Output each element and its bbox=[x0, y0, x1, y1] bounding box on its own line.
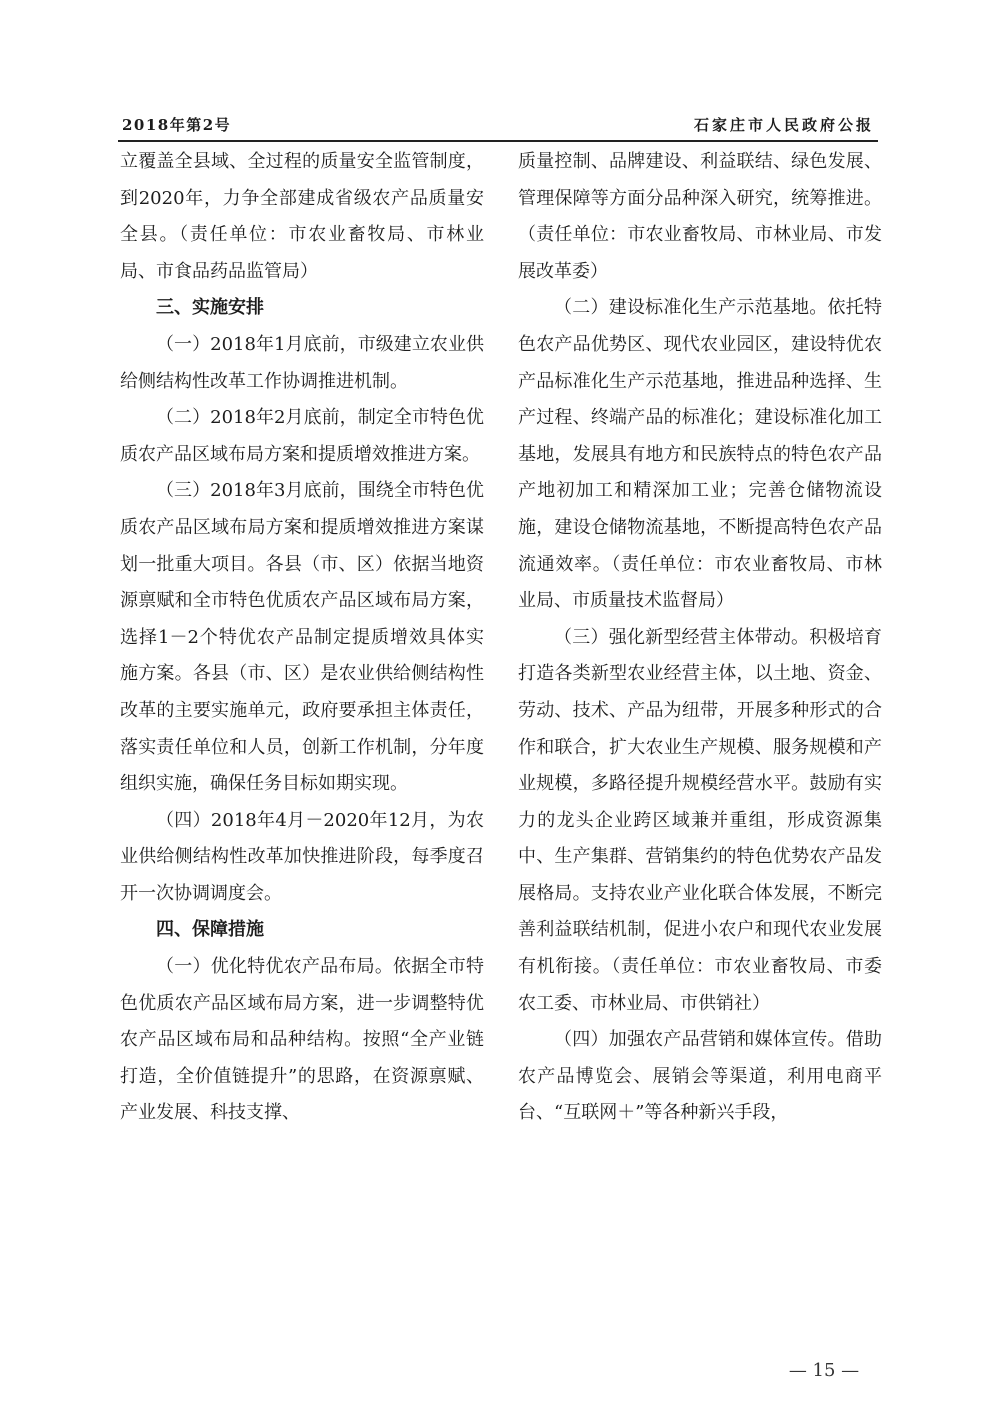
publication-title: 石家庄市人民政府公报 bbox=[693, 116, 874, 134]
issue-label: 2018年第2号 bbox=[122, 116, 232, 134]
paragraph-continuation: 立覆盖全县域、全过程的质量安全监管制度，到2020年，力争全部建成省级农产品质量安全县。（责任单位：市农业畜牧局、市林业局、市食品药品监管局） bbox=[120, 151, 484, 282]
header-divider bbox=[118, 140, 878, 142]
section-heading-implementation: 三、实施安排 bbox=[156, 297, 264, 319]
paragraph: （一）2018年1月底前，市级建立农业供给侧结构性改革工作协调推进机制。 bbox=[120, 333, 484, 392]
section-heading-safeguards: 四、保障措施 bbox=[156, 919, 264, 941]
paragraph: （二）2018年2月底前，制定全市特色优质农产品区域布局方案和提质增效推进方案。 bbox=[120, 407, 484, 465]
paragraph: （四）加强农产品营销和媒体宣传。借助农产品博览会、展销会等渠道，利用电商平台、“互联网＋”等各种新兴手段， bbox=[518, 1029, 882, 1124]
right-column bbox=[518, 144, 882, 1132]
paragraph: （三）2018年3月底前，围绕全市特色优质农产品区域布局方案和提质增效推进方案谋划一批重大项目。各县（市、区）依据当地资源禀赋和全市特色优质农产品区域布局方案，选择1－2个特优农产品制定提质增效具体实施方案。各县（市、区）是农业供给侧结构性改革的主要实施单元，政府要承担主体责任，落实责任单位和人员，创新工作机制，分年度组织实施，确保任务目标如期实现。 bbox=[120, 480, 484, 795]
paragraph: （四）2018年4月－2020年12月，为农业供给侧结构性改革加快推进阶段，每季度召开一次协调调度会。 bbox=[120, 809, 484, 904]
page-number: — 15 — bbox=[788, 1360, 860, 1381]
left-column bbox=[120, 144, 484, 1132]
paragraph: （一）优化特优农产品布局。依据全市特色优质农产品区域布局方案，进一步调整特优农产品区域布局和品种结构。按照“全产业链打造，全价值链提升”的思路，在资源禀赋、产业发展、科技支撑、 bbox=[120, 956, 484, 1124]
paragraph-continuation: 质量控制、品牌建设、利益联结、绿色发展、管理保障等方面分品种深入研究，统筹推进。（责任单位：市农业畜牧局、市林业局、市发展改革委） bbox=[518, 151, 882, 282]
paragraph: （二）建设标准化生产示范基地。依托特色农产品优势区、现代农业园区，建设特优农产品标准化生产示范基地，推进品种选择、生产过程、终端产品的标准化；建设标准化加工基地，发展具有地方和民族特点的特色农产品产地初加工和精深加工业；完善仓储物流设施，建设仓储物流基地，不断提高特色农产品流通效率。（责任单位：市农业畜牧局、市林业局、市质量技术监督局） bbox=[518, 297, 882, 612]
paragraph: （三）强化新型经营主体带动。积极培育打造各类新型农业经营主体，以土地、资金、劳动、技术、产品为纽带，开展多种形式的合作和联合，扩大农业生产规模、服务规模和产业规模，多路径提升规模经营水平。鼓励有实力的龙头企业跨区域兼并重组，形成资源集中、生产集群、营销集约的特色优势农产品发展格局。支持农业产业化联合体发展，不断完善利益联结机制，促进小农户和现代农业发展有机衔接。（责任单位：市农业畜牧局、市委农工委、市林业局、市供销社） bbox=[518, 626, 882, 1014]
